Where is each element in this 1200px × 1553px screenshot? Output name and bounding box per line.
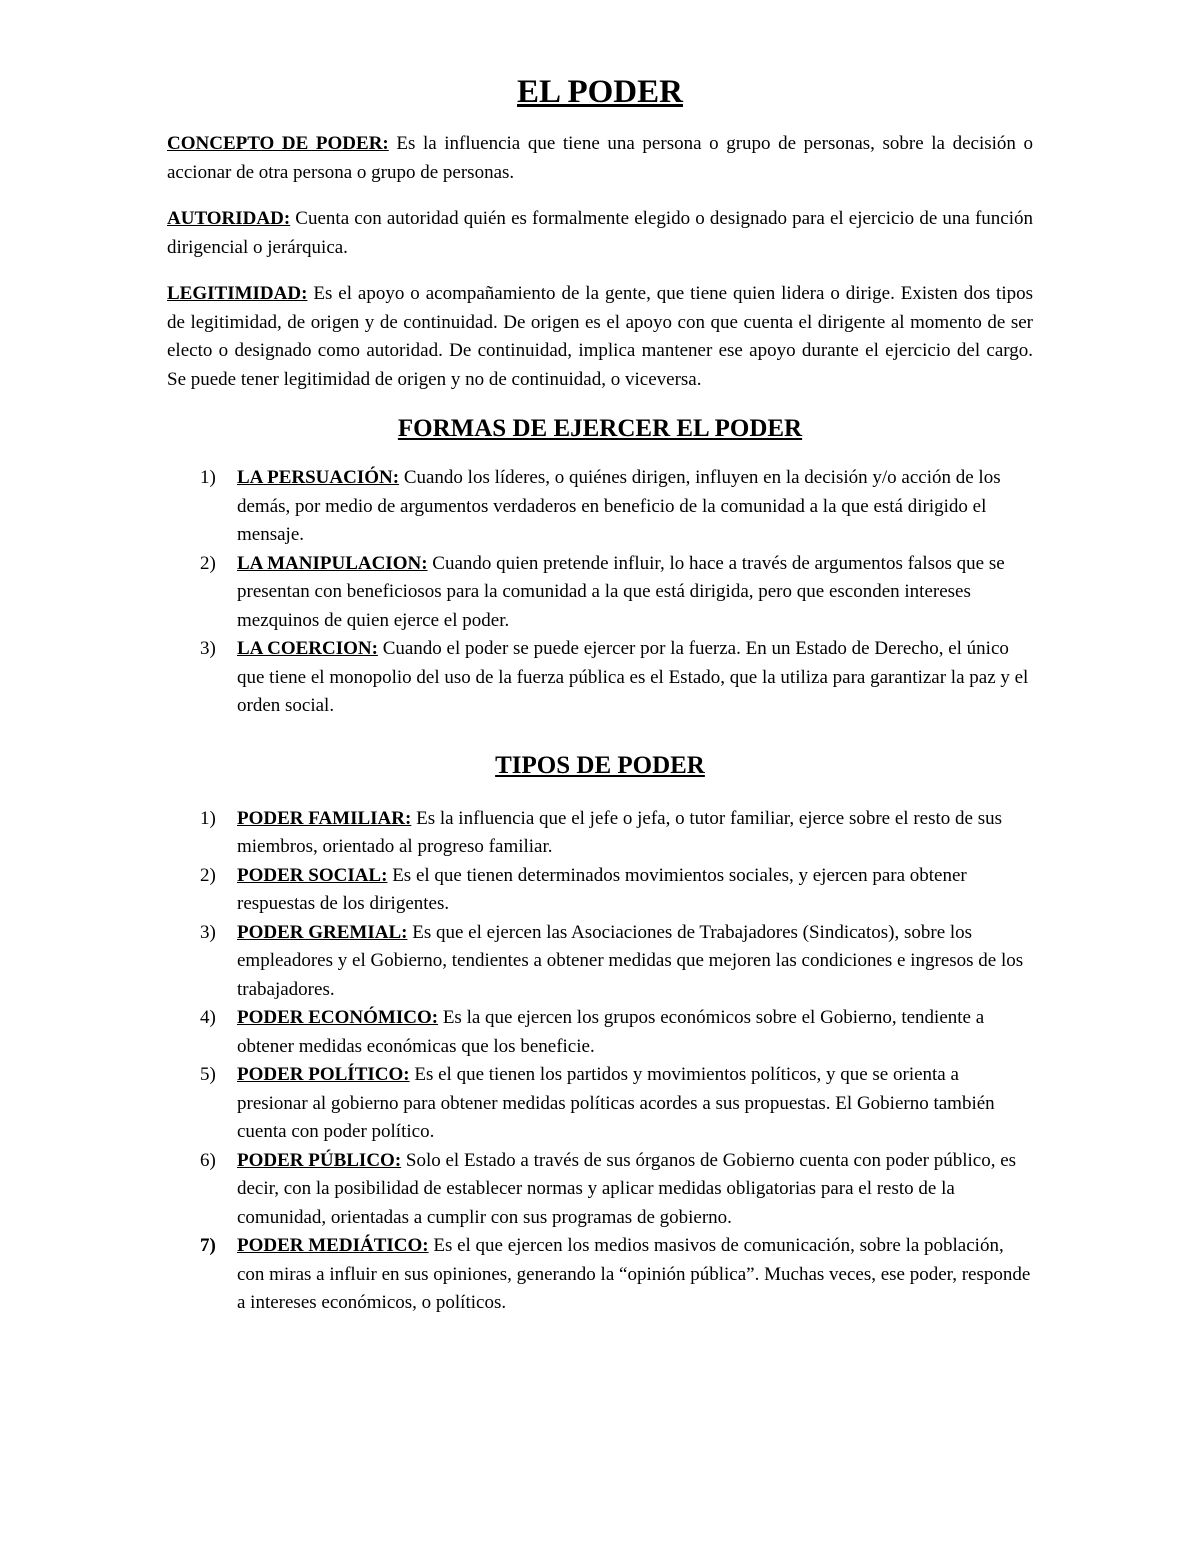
list-text: Solo el Estado a través de sus órganos de Gobierno cuenta con poder público, es decir, con la posibilidad de establecer normas y aplicar medidas obligatorias para el resto de la comunidad, orientadas a cumplir con sus programas de gobierno. — [237, 1149, 1017, 1228]
list-number: 3) — [200, 921, 216, 943]
definition-term: LEGITIMIDAD: — [167, 283, 308, 304]
list-text: Cuando el poder se puede ejercer por la fuerza. En un Estado de Derecho, el único que tiene el monopolio del uso de la fuerza pública es el Estado, que la utiliza para garantizar la paz y el orden social. — [237, 638, 1029, 716]
list-term: PODER MEDIÁTICO: — [237, 1235, 429, 1256]
list-term: PODER GREMIAL: — [237, 921, 408, 943]
list-text: Es que el ejercen las Asociaciones de Trabajadores (Sindicatos), sobre los empleadores y el Gobierno, tendientes a obtener medidas que mejoren las condiciones e ingresos de los trabajadores. — [237, 921, 1024, 1000]
list-term: PODER ECONÓMICO: — [237, 1007, 439, 1028]
list-term: LA MANIPULACION: — [237, 552, 428, 574]
list-item — [167, 635, 1033, 721]
list-item — [167, 550, 1033, 636]
list-number: 3) — [200, 638, 216, 659]
definition-legitimidad — [167, 280, 1033, 394]
section-heading-tipos: TIPOS DE PODER — [495, 751, 705, 779]
list-item — [167, 1061, 1033, 1147]
list-text: Es el que ejercen los medios masivos de comunicación, sobre la población, con miras a influir en sus opiniones, generando la “opinión pública”. Muchas veces, ese poder, responde a intereses económicos, o políticos. — [237, 1235, 1031, 1313]
list-item — [167, 805, 1033, 862]
list-item — [167, 1232, 1033, 1318]
section-heading-formas: FORMAS DE EJERCER EL PODER — [397, 415, 803, 442]
list-term: PODER POLÍTICO: — [237, 1064, 410, 1085]
list-text: Es la influencia que el jefe o jefa, o tutor familiar, ejerce sobre el resto de sus miembros, orientado al progreso familiar. — [237, 807, 1002, 857]
formas-list — [167, 464, 1033, 721]
list-number: 6) — [200, 1149, 216, 1171]
document-title: EL PODER — [517, 74, 683, 110]
definition-autoridad — [167, 205, 1033, 262]
tipos-list — [167, 805, 1033, 1318]
list-text: Es la que ejercen los grupos económicos sobre el Gobierno, tendiente a obtener medidas económicas que los beneficie. — [237, 1007, 985, 1057]
definition-text: Es la influencia que tiene una persona o grupo de personas, sobre la decisión o accionar de otra persona o grupo de personas. — [167, 133, 1033, 183]
list-text: Es el que tienen los partidos y movimientos políticos, y que se orienta a presionar al gobierno para obtener medidas políticas acordes a sus propuestas. El Gobierno también cuenta con poder político. — [237, 1064, 995, 1142]
definition-concepto — [167, 130, 1033, 187]
list-number: 4) — [200, 1007, 216, 1028]
definition-text: Cuenta con autoridad quién es formalmente elegido o designado para el ejercicio de una función dirigencial o jerárquica. — [167, 208, 1033, 258]
list-term: PODER FAMILIAR: — [237, 807, 412, 829]
list-number: 1) — [200, 807, 216, 829]
list-item — [167, 919, 1033, 1005]
list-term: LA PERSUACIÓN: — [237, 467, 400, 488]
list-text: Cuando los líderes, o quiénes dirigen, influyen en la decisión y/o acción de los demás, por medio de argumentos verdaderos en beneficio de la comunidad a la que está dirigido el mensaje. — [237, 467, 1001, 545]
list-text: Es el que tienen determinados movimientos sociales, y ejercen para obtener respuestas de los dirigentes. — [237, 864, 967, 914]
list-term: PODER PÚBLICO: — [237, 1149, 402, 1171]
list-item — [167, 464, 1033, 550]
list-item — [167, 1147, 1033, 1233]
list-term: LA COERCION: — [237, 638, 378, 659]
list-term: PODER SOCIAL: — [237, 864, 388, 886]
list-number: 7) — [200, 1235, 216, 1256]
list-number: 5) — [200, 1064, 216, 1085]
definition-term: CONCEPTO DE PODER: — [167, 133, 389, 154]
list-item — [167, 862, 1033, 919]
list-item — [167, 1004, 1033, 1061]
list-text: Cuando quien pretende influir, lo hace a través de argumentos falsos que se presentan con beneficiosos para la comunidad a la que está dirigida, pero que esconden intereses mezquinos de quien ejerce el poder. — [237, 552, 1005, 631]
list-number: 2) — [200, 864, 216, 886]
list-number: 1) — [200, 467, 216, 488]
definition-term: AUTORIDAD: — [167, 208, 291, 229]
document-page — [167, 70, 1033, 1318]
definition-text: Es el apoyo o acompañamiento de la gente, que tiene quien lidera o dirige. Existen dos tipos de legitimidad, de origen y de continuidad. De origen es el apoyo con que cuenta el dirigente al momento de ser electo o designado como autoridad. De continuidad, implica mantener ese apoyo durante el ejercicio del cargo. Se puede tener legitimidad de origen y no de continuidad, o viceversa. — [167, 283, 1033, 390]
list-number: 2) — [200, 552, 216, 574]
